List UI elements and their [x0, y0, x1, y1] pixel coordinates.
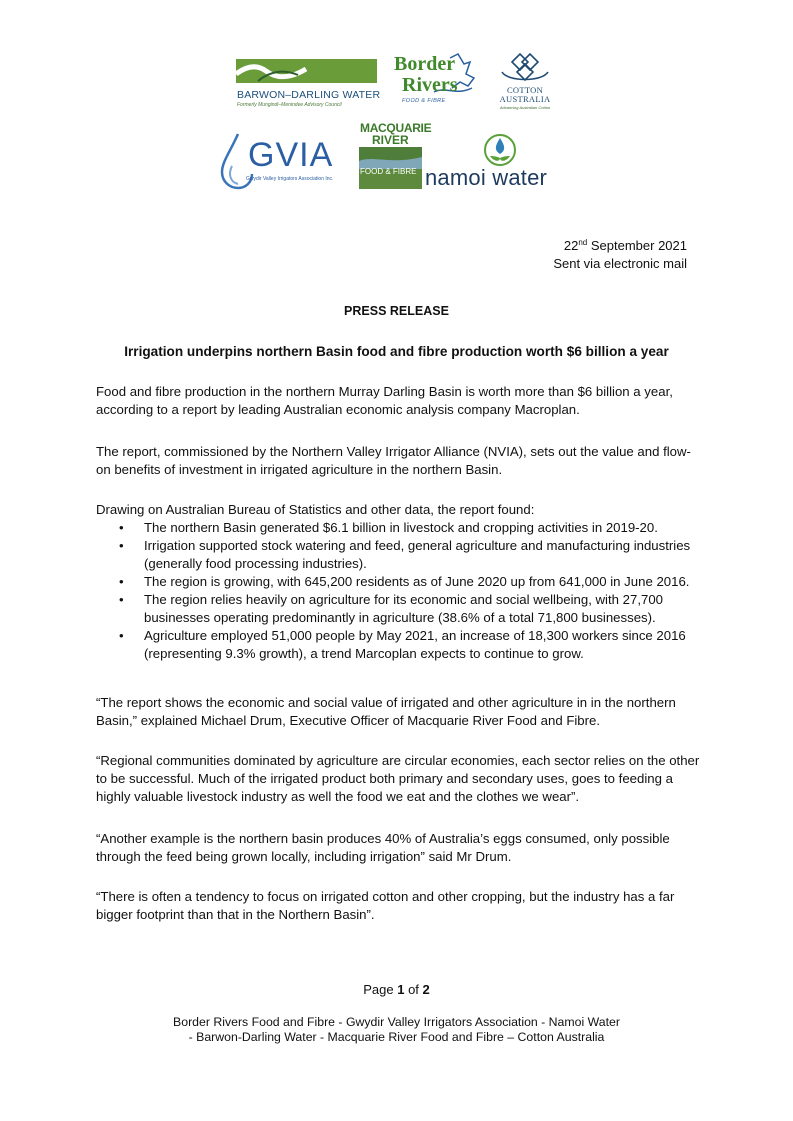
page-prefix: Page: [363, 982, 398, 997]
logo-word-3: FOOD & FIBRE: [360, 167, 417, 176]
logo-subtitle: Formerly Mungindi–Menindee Advisory Council: [237, 102, 342, 108]
logo-word-1: MACQUARIE: [360, 121, 432, 135]
findings-list: [96, 519, 701, 663]
logo-subtitle: Gwydir Valley Irrigators Association Inc.: [246, 176, 334, 182]
page-number: [0, 982, 793, 997]
logo-word-3: FOOD & FIBRE: [402, 98, 446, 104]
footer-line: Border Rivers Food and Fibre - Gwydir Valley Irrigators Association - Namoi Water: [173, 1015, 620, 1029]
logo-name: namoi water: [425, 165, 548, 190]
headline: Irrigation underpins northern Basin food and fibre production worth $6 billion a year: [124, 344, 669, 359]
date-day: 22: [563, 238, 579, 253]
press-release-label: PRESS RELEASE: [344, 304, 449, 318]
list-item: • Irrigation supported stock watering and feed, general agriculture and manufacturing industries (generally food processing industries).: [96, 537, 701, 573]
paragraph: The report, commissioned by the Northern Valley Irrigator Alliance (NVIA), sets out the value and flow-on benefits of investment in irrigated agriculture in the northern Basin.: [96, 444, 691, 477]
logo-word-1: COTTON: [506, 85, 544, 95]
cotton-emblem-icon: [494, 52, 556, 86]
paragraph: Drawing on Australian Bureau of Statistics and other data, the report found:: [96, 502, 535, 517]
date-block: [553, 237, 687, 273]
river-icon: [236, 59, 377, 83]
logo-band: [236, 59, 377, 83]
logo-tagline: Advancing Australian Cotton: [499, 105, 551, 110]
date-line: [553, 237, 687, 255]
page-current: 1: [397, 982, 405, 997]
namoi-water-logo: [424, 134, 578, 190]
date-rest: September 2021: [587, 238, 687, 253]
date-suffix: nd: [578, 238, 588, 247]
logo-name: GVIA: [248, 136, 334, 174]
list-item: • The northern Basin generated $6.1 billion in livestock and cropping activities in 2019-20.: [96, 519, 701, 537]
paragraph: “The report shows the economic and social value of irrigated and other agriculture in in the northern Basin,” explained Michael Drum, Executive Officer of Macquarie River Food and Fibre.: [96, 695, 676, 728]
paragraph: “There is often a tendency to focus on irrigated cotton and other cropping, but the industry has a far bigger footprint than that in the Northern Basin”.: [96, 889, 675, 922]
macquarie-river-logo: [358, 121, 432, 189]
footer-line: - Barwon-Darling Water - Macquarie River Food and Fibre – Cotton Australia: [188, 1030, 605, 1044]
leaf-drop-icon: [424, 134, 578, 168]
sent-line: Sent via electronic mail: [553, 256, 687, 271]
logo-name: BARWON–DARLING WATER: [237, 89, 381, 101]
cotton-australia-logo: [494, 52, 556, 110]
logo-word-2: Rivers: [402, 74, 458, 96]
list-item: • The region is growing, with 645,200 residents as of June 2020 up from 641,000 in June 2016.: [96, 573, 701, 591]
list-item: • Agriculture employed 51,000 people by May 2021, an increase of 18,300 workers since 2016 (representing 9.3% growth), a trend Marcoplan expects to continue to grow.: [96, 627, 701, 663]
footer: [100, 1015, 693, 1045]
logo-word-1: Border: [394, 53, 456, 75]
list-item: • The region relies heavily on agriculture for its economic and social wellbeing, with 27,700 businesses operating predominantly in agriculture (38.6% of a total 71,800 businesses).: [96, 591, 701, 627]
paragraph: “Regional communities dominated by agriculture are circular economies, each sector relies on the other to be successful. Much of the irrigated product both primary and secondary uses, goes to feeding a highly valuable livestock industry as well the food we eat and the clothes we wear”.: [96, 753, 700, 804]
logo-word-2: AUSTRALIA: [499, 94, 551, 104]
paragraph: Food and fibre production in the northern Murray Darling Basin is worth more than $6 billion a year, according to a report by leading Australian economic analysis company Macroplan.: [96, 384, 673, 417]
border-rivers-logo: [382, 52, 486, 112]
logo-word-2: RIVER: [372, 133, 409, 147]
page-of: of: [404, 982, 423, 997]
gvia-logo: [218, 132, 350, 190]
barwon-darling-water-logo: [236, 57, 381, 112]
paragraph: “Another example is the northern basin produces 40% of Australia’s eggs consumed, only possible through the feed being grown locally, including irrigation” said Mr Drum.: [96, 831, 670, 864]
page-total: 2: [422, 982, 430, 997]
